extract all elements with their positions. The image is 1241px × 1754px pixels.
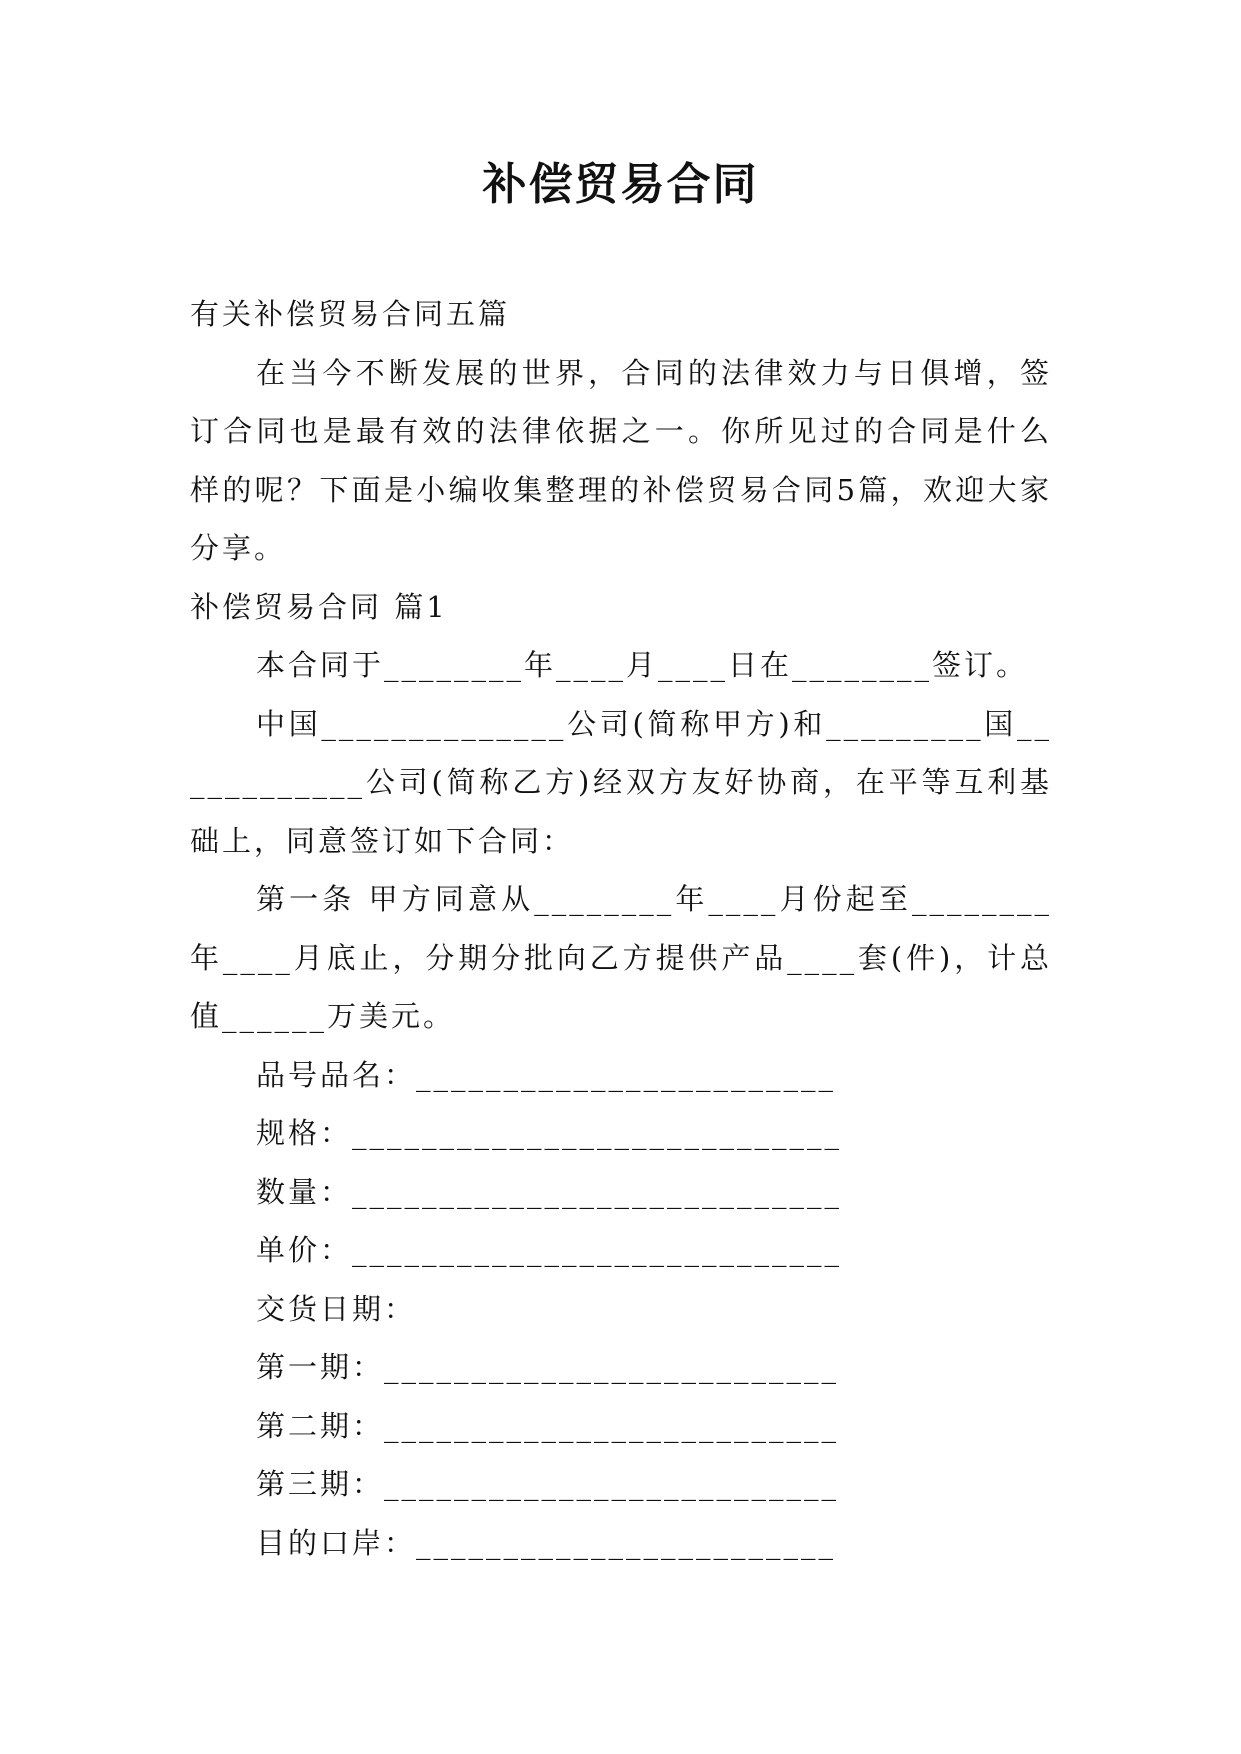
form-line-destination-port: 目的口岸：________________________ xyxy=(256,1525,837,1560)
form-line-phase-three: 第三期：__________________________ xyxy=(256,1467,840,1501)
document-title: 补偿贸易合同 xyxy=(482,159,759,210)
document-body xyxy=(190,285,1052,1572)
subtitle-line: 有关补偿贸易合同五篇 xyxy=(190,297,511,331)
form-line-delivery-date: 交货日期： xyxy=(256,1291,417,1326)
intro-paragraph: 在当今不断发展的世界，合同的法律效力与日俱增，签订合同也是最有效的法律依据之一。你所见过的合同是什么样的呢？下面是小编收集整理的补偿贸易合同5篇，欢迎大家分享。 xyxy=(190,355,1052,565)
form-line-specification: 规格：____________________________ xyxy=(256,1116,843,1150)
signing-date-paragraph: 本合同于________年____月____日在________签订。 xyxy=(256,648,1029,682)
form-line-unit-price: 单价：____________________________ xyxy=(256,1233,843,1267)
article-one-paragraph: 第一条 甲方同意从________年____月份起至________年____月底止，分期分批向乙方提供产品____套(件)，计总值______万美元。 xyxy=(190,882,1052,1033)
form-line-phase-two: 第二期：__________________________ xyxy=(256,1408,840,1443)
form-line-phase-one: 第一期：__________________________ xyxy=(256,1350,840,1384)
section-heading: 补偿贸易合同 篇1 xyxy=(190,589,448,624)
parties-paragraph: 中国______________公司(简称甲方)和_________国____________公司(简称乙方)经双方友好协商，在平等互利基础上，同意签订如下合同： xyxy=(190,706,1052,858)
form-line-product-name: 品号品名：________________________ xyxy=(256,1057,837,1092)
form-line-quantity: 数量：____________________________ xyxy=(256,1174,843,1209)
